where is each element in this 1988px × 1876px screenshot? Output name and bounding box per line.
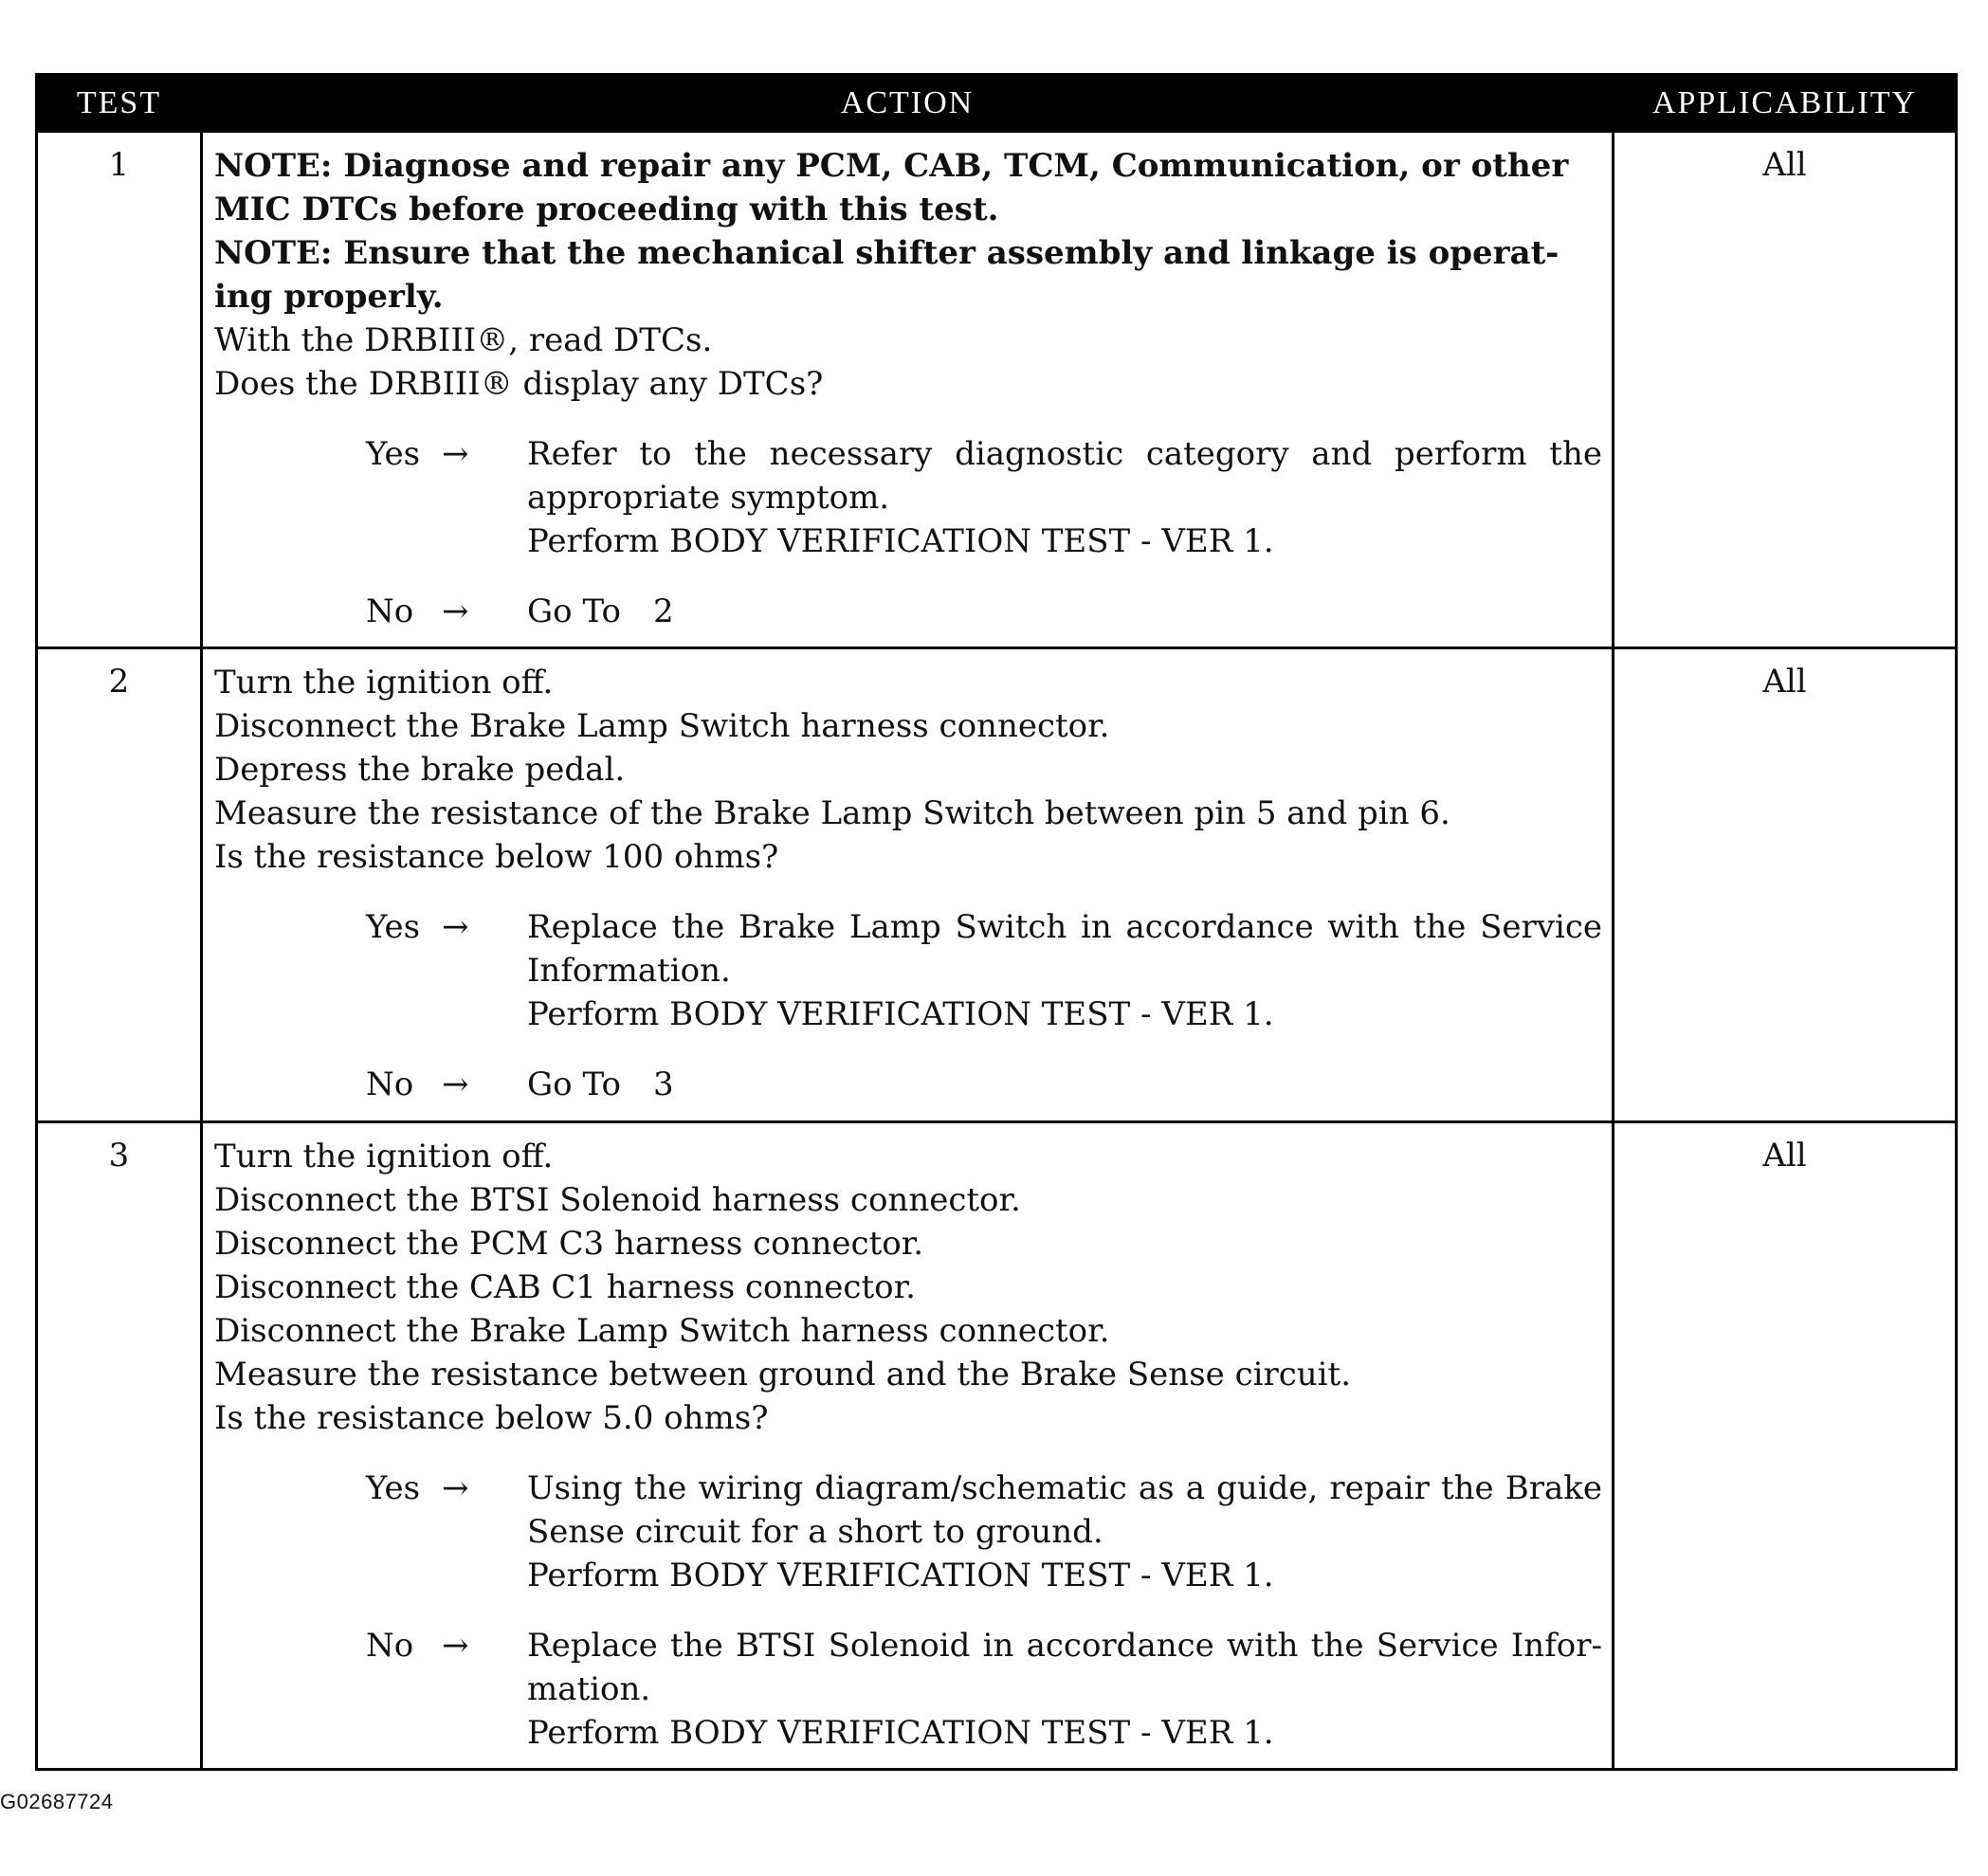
step-text: Turn the ignition off. (214, 1138, 554, 1175)
step-text: Disconnect the Brake Lamp Switch harness connector. (214, 1312, 1110, 1350)
table-row (37, 1122, 1957, 1770)
action-cell (202, 132, 1614, 648)
yes-text: Using the wiring diagram/schematic as a guide, repair the Brake Sense circuit for a short to ground. (527, 1469, 1602, 1551)
header-action: ACTION (202, 75, 1614, 132)
applicability-value: All (1614, 648, 1957, 1122)
table-row (37, 648, 1957, 1122)
note-text: NOTE: Ensure that the mechanical shifter assembly and linkage is operat-ing properly. (214, 234, 1559, 316)
step-text: Disconnect the CAB C1 harness connector. (214, 1268, 916, 1306)
table-row (37, 132, 1957, 648)
note-text: NOTE: Diagnose and repair any PCM, CAB, TCM, Communication, or other MIC DTCs before proceeding with this test. (214, 147, 1569, 228)
step-text: Disconnect the BTSI Solenoid harness connector. (214, 1181, 1021, 1219)
arrow-icon: → (442, 435, 469, 473)
goto-text: Go To (527, 1065, 621, 1103)
step-text: Depress the brake pedal. (214, 751, 626, 789)
no-text: Replace the BTSI Solenoid in accordance with the Service Infor-mation. (527, 1627, 1602, 1708)
arrow-icon: → (442, 1469, 469, 1507)
header-applicability: APPLICABILITY (1614, 75, 1957, 132)
verification-text: Perform BODY VERIFICATION TEST - VER 1. (527, 1557, 1274, 1594)
no-outcome (366, 1063, 1602, 1106)
step-text: Disconnect the Brake Lamp Switch harness connector. (214, 707, 1110, 745)
step-text: Does the DRBIII® display any DTCs? (214, 365, 824, 403)
no-outcome (366, 590, 1602, 633)
step-text: Turn the ignition off. (214, 664, 554, 701)
diagnostic-test-table (35, 73, 1958, 1771)
step-text: With the DRBIII®, read DTCs. (214, 321, 713, 359)
arrow-icon: → (442, 592, 469, 630)
goto-text: Go To (527, 592, 621, 630)
no-label: No (366, 1627, 414, 1665)
yes-outcome (366, 905, 1602, 1036)
step-text: Is the resistance below 5.0 ohms? (214, 1399, 769, 1437)
arrow-icon: → (442, 1065, 469, 1103)
verification-text: Perform BODY VERIFICATION TEST - VER 1. (527, 522, 1274, 560)
yes-text: Refer to the necessary diagnostic category and perform the appropriate symptom. (527, 435, 1602, 517)
no-label: No (366, 1065, 414, 1103)
yes-label: Yes (366, 435, 421, 473)
arrow-icon: → (442, 1627, 469, 1665)
action-cell (202, 648, 1614, 1122)
step-text: Is the resistance below 100 ohms? (214, 838, 779, 876)
yes-outcome (366, 1466, 1602, 1597)
test-number: 3 (37, 1122, 202, 1770)
goto-number: 2 (652, 592, 674, 630)
step-text: Measure the resistance between ground and the Brake Sense circuit. (214, 1356, 1352, 1393)
yes-label: Yes (366, 908, 421, 946)
figure-id: G02687724 (0, 1790, 114, 1813)
step-text: Measure the resistance of the Brake Lamp Switch between pin 5 and pin 6. (214, 794, 1450, 832)
no-label: No (366, 592, 414, 630)
test-number: 1 (37, 132, 202, 648)
no-outcome (366, 1624, 1602, 1755)
yes-text: Replace the Brake Lamp Switch in accordance with the Service Information. (527, 908, 1602, 990)
yes-label: Yes (366, 1469, 421, 1507)
step-text: Disconnect the PCM C3 harness connector. (214, 1225, 924, 1263)
applicability-value: All (1614, 132, 1957, 648)
verification-text: Perform BODY VERIFICATION TEST - VER 1. (527, 995, 1274, 1033)
table-header-row (37, 75, 1957, 132)
goto-number: 3 (652, 1065, 674, 1103)
test-number: 2 (37, 648, 202, 1122)
action-cell (202, 1122, 1614, 1770)
applicability-value: All (1614, 1122, 1957, 1770)
arrow-icon: → (442, 908, 469, 946)
verification-text: Perform BODY VERIFICATION TEST - VER 1. (527, 1714, 1274, 1752)
yes-outcome (366, 432, 1602, 563)
header-test: TEST (37, 75, 202, 132)
